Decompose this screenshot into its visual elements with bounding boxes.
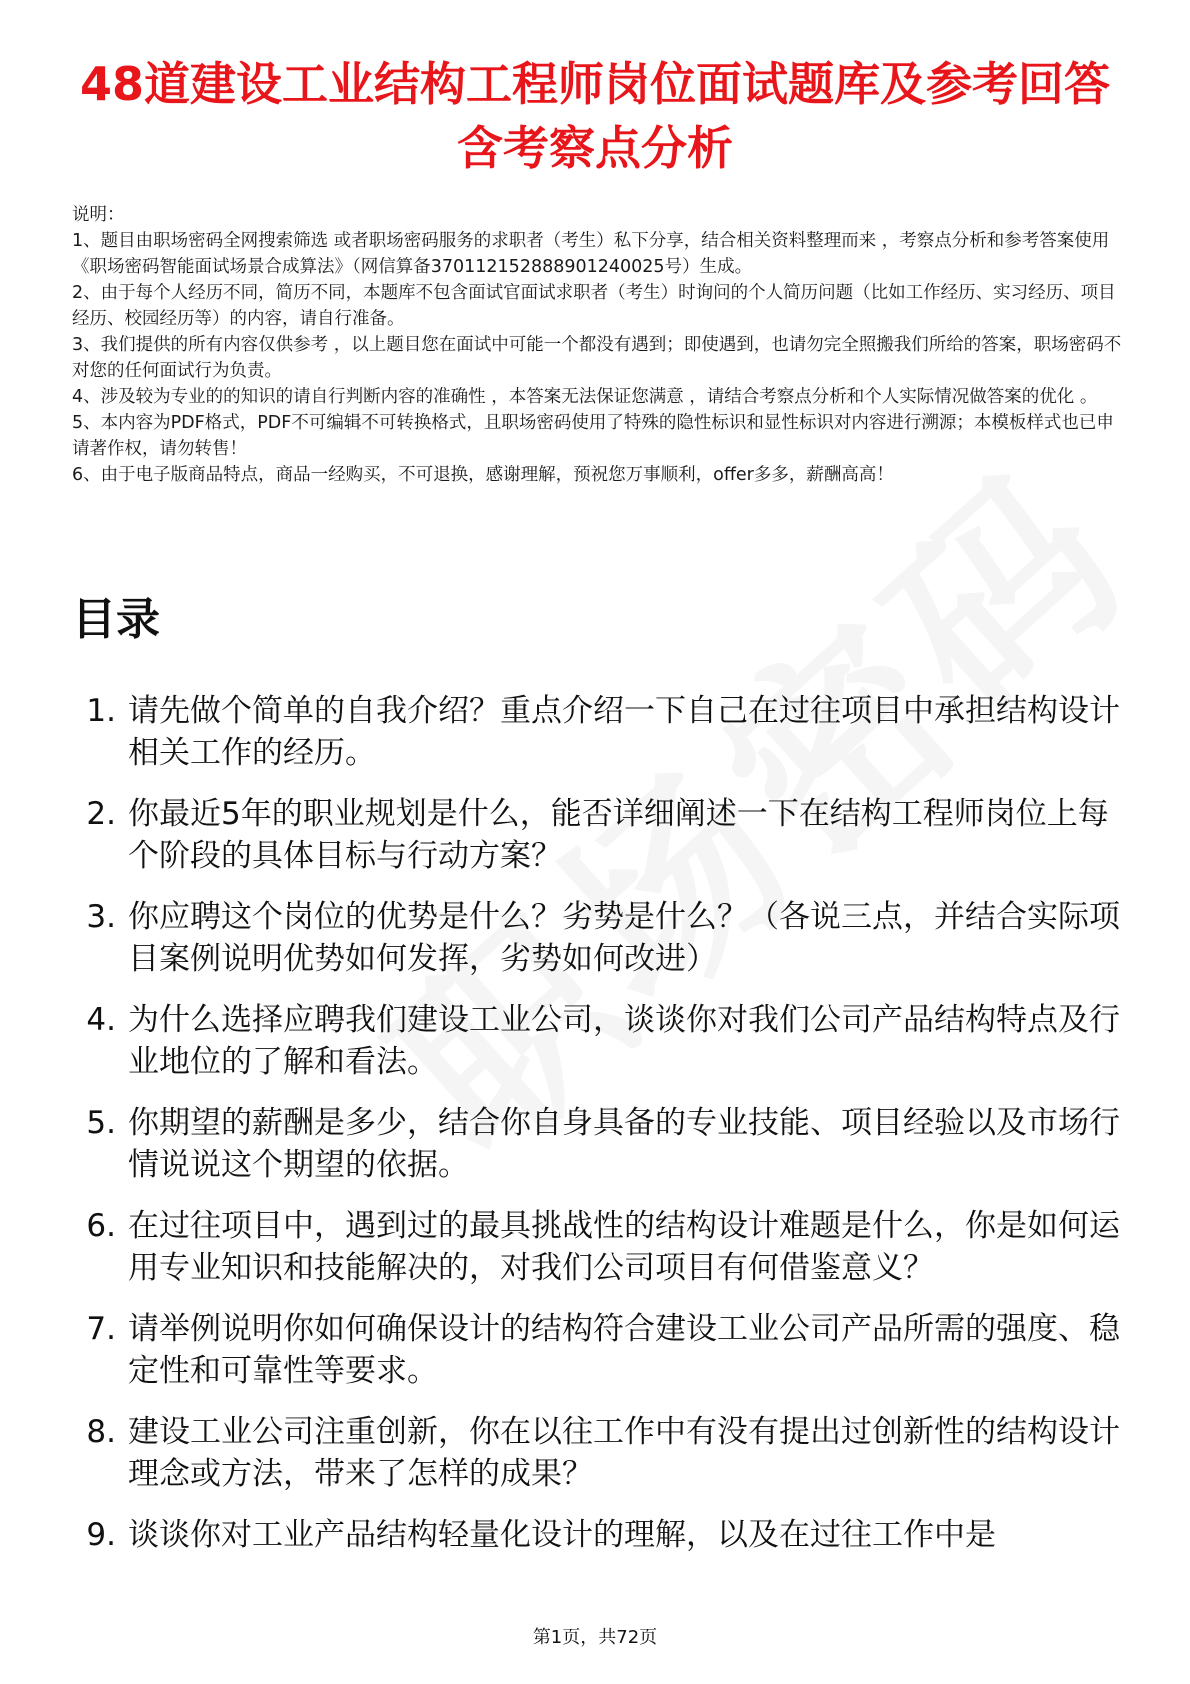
toc-item[interactable] (72, 690, 1132, 774)
toc-item-text: 请举例说明你如何确保设计的结构符合建设工业公司产品所需的强度、稳定性和可靠性等要求。 (128, 1311, 1120, 1389)
toc-item-text: 谈谈你对工业产品结构轻量化设计的理解，以及在过往工作中是 (128, 1517, 996, 1553)
toc-item-number: 6. (86, 1208, 116, 1244)
toc-item-text: 为什么选择应聘我们建设工业公司，谈谈你对我们公司产品结构特点及行业地位的了解和看法。 (128, 1002, 1120, 1080)
toc-item-number: 1. (86, 693, 116, 729)
toc-item-number: 4. (86, 1002, 116, 1038)
notes-heading: 说明： (72, 205, 125, 225)
note-item: 3、我们提供的所有内容仅供参考 ，以上题目您在面试中可能一个都没有遇到；即使遇到，也请勿完全照搬我们所给的答案，职场密码不对您的任何面试行为负责。 (72, 335, 1122, 381)
toc-list (72, 690, 1132, 1575)
note-item: 6、由于电子版商品特点，商品一经购买，不可退换，感谢理解，预祝您万事顺利，offer多多，薪酬高高！ (72, 465, 894, 485)
toc-item-number: 5. (86, 1105, 116, 1141)
toc-heading: 目录 (72, 594, 160, 645)
document-title: 48道建设工业结构工程师岗位面试题库及参考回答含考察点分析 (79, 57, 1110, 175)
toc-item[interactable] (72, 1411, 1132, 1495)
toc-item-text: 建设工业公司注重创新，你在以往工作中有没有提出过创新性的结构设计理念或方法，带来了怎样的成果？ (128, 1414, 1120, 1492)
toc-item-number: 7. (86, 1311, 116, 1347)
note-item: 1、题目由职场密码全网搜索筛选 或者职场密码服务的求职者（考生）私下分享，结合相关资料整理而来 ，考察点分析和参考答案使用《职场密码智能面试场景合成算法》（网信算备370112152888901240025号）生成。 (72, 231, 1110, 277)
note-item: 2、由于每个人经历不同，简历不同，本题库不包含面试官面试求职者（考生）时询问的个人简历问题（比如工作经历、实习经历、项目经历、校园经历等）的内容，请自行准备。 (72, 283, 1116, 329)
note-item: 5、本内容为PDF格式，PDF不可编辑不可转换格式，且职场密码使用了特殊的隐性标识和显性标识对内容进行溯源；本模板样式也已申请著作权，请勿转售！ (72, 413, 1114, 459)
toc-item-text: 你最近5年的职业规划是什么，能否详细阐述一下在结构工程师岗位上每个阶段的具体目标与行动方案？ (128, 796, 1109, 874)
toc-item-number: 8. (86, 1414, 116, 1450)
toc-item[interactable] (72, 793, 1132, 877)
toc-item[interactable] (72, 1205, 1132, 1289)
toc-item[interactable] (72, 896, 1132, 980)
toc-item-number: 9. (86, 1517, 116, 1553)
toc-item[interactable] (72, 1308, 1132, 1392)
page-footer: 第1页，共72页 (532, 1627, 658, 1648)
notes-section (72, 202, 1122, 488)
toc-item-text: 请先做个简单的自我介绍？重点介绍一下自己在过往项目中承担结构设计相关工作的经历。 (128, 693, 1120, 771)
toc-item-text: 你期望的薪酬是多少，结合你自身具备的专业技能、项目经验以及市场行情说说这个期望的依据。 (128, 1105, 1120, 1183)
toc-item[interactable] (72, 1102, 1132, 1186)
toc-item-number: 2. (86, 796, 116, 832)
note-item: 4、涉及较为专业的的知识的请自行判断内容的准确性 ，本答案无法保证您满意 ，请结合考察点分析和个人实际情况做答案的优化 。 (72, 387, 1098, 407)
toc-item[interactable] (72, 1514, 1132, 1556)
toc-item-text: 你应聘这个岗位的优势是什么？劣势是什么？（各说三点，并结合实际项目案例说明优势如何发挥，劣势如何改进） (128, 899, 1120, 977)
toc-item[interactable] (72, 999, 1132, 1083)
toc-item-text: 在过往项目中，遇到过的最具挑战性的结构设计难题是什么，你是如何运用专业知识和技能解决的，对我们公司项目有何借鉴意义？ (128, 1208, 1120, 1286)
toc-item-number: 3. (86, 899, 116, 935)
